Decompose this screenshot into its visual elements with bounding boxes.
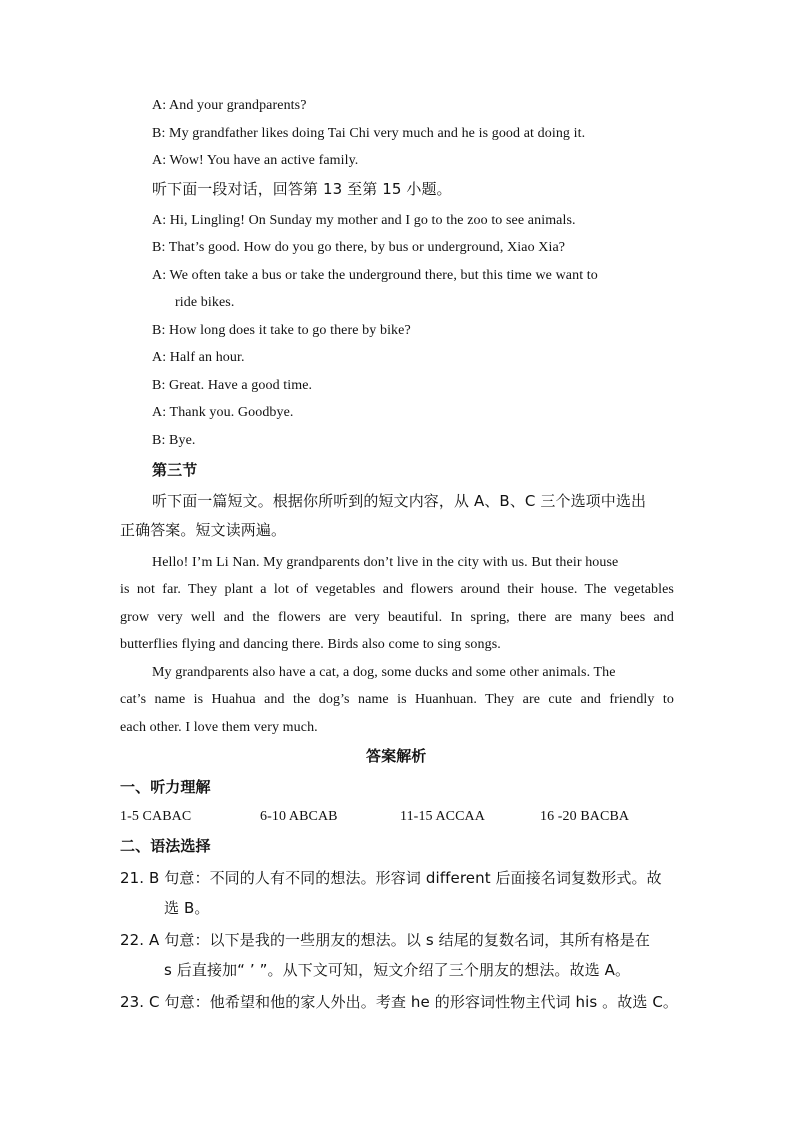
section-instruction: 听下面一篇短文。根据你所听到的短文内容，从 A、B、C 三个选项中选出 [152, 492, 647, 510]
answer-key: 11-15 ACCAA [400, 809, 485, 824]
answer-explanation-continuation: s 后直接加“ ’ ”。从下文可知，短文介绍了三个朋友的想法。故选 A。 [164, 961, 631, 979]
answer-key: 16 -20 BACBA [540, 809, 630, 824]
dialogue-line: A: Thank you. Goodbye. [152, 405, 294, 420]
section-title: 第三节 [152, 461, 198, 479]
section-instruction: 正确答案。短文读两遍。 [120, 521, 287, 539]
dialogue-line: A: We often take a bus or take the underground there, but this time we want to [152, 268, 598, 283]
dialogue-line: B: Bye. [152, 433, 196, 448]
passage-line: Hello! I’m Li Nan. My grandparents don’t live in the city with us. But their house [152, 555, 619, 570]
dialogue-line-continuation: ride bikes. [175, 295, 235, 310]
dialogue-line: A: Half an hour. [152, 350, 245, 365]
part-title: 二、语法选择 [120, 837, 211, 855]
answer-key: 1-5 CABAC [120, 809, 192, 824]
dialogue-line: A: Wow! You have an active family. [152, 153, 359, 168]
dialogue-intro: 听下面一段对话，回答第 13 至第 15 小题。 [152, 180, 452, 198]
answer-explanation: 23. C 句意：他希望和他的家人外出。考查 he 的形容词性物主代词 his 。故选 C。 [120, 993, 679, 1011]
passage-line: My grandparents also have a cat, a dog, some ducks and some other animals. The [152, 665, 616, 680]
dialogue-line: B: My grandfather likes doing Tai Chi very much and he is good at doing it. [152, 126, 586, 141]
answer-explanation: 22. A 句意：以下是我的一些朋友的想法。以 s 结尾的复数名词，其所有格是在 [120, 931, 651, 949]
dialogue-line: B: How long does it take to go there by bike? [152, 323, 411, 338]
passage-line: cat’s name is Huahua and the dog’s name is Huanhuan. They are cute and friendly to [120, 692, 674, 707]
passage-line: grow very well and the flowers are very beautiful. In spring, there are many bees and [120, 610, 674, 625]
dialogue-line: B: That’s good. How do you go there, by bus or underground, Xiao Xia? [152, 240, 566, 255]
passage-line: is not far. They plant a lot of vegetables and flowers around their house. The vegetables [120, 582, 674, 597]
part-title: 一、听力理解 [120, 778, 211, 796]
passage-line: butterflies flying and dancing there. Birds also come to sing songs. [120, 637, 501, 652]
answer-analysis-title: 答案解析 [366, 747, 427, 765]
dialogue-line: B: Great. Have a good time. [152, 378, 313, 393]
dialogue-line: A: Hi, Lingling! On Sunday my mother and I go to the zoo to see animals. [152, 213, 576, 228]
answer-key: 6-10 ABCAB [260, 809, 338, 824]
answer-explanation-continuation: 选 B。 [164, 899, 210, 917]
dialogue-line: A: And your grandparents? [152, 98, 307, 113]
passage-line: each other. I love them very much. [120, 720, 318, 735]
answer-explanation: 21. B 句意：不同的人有不同的想法。形容词 different 后面接名词复数形式。故 [120, 869, 662, 887]
